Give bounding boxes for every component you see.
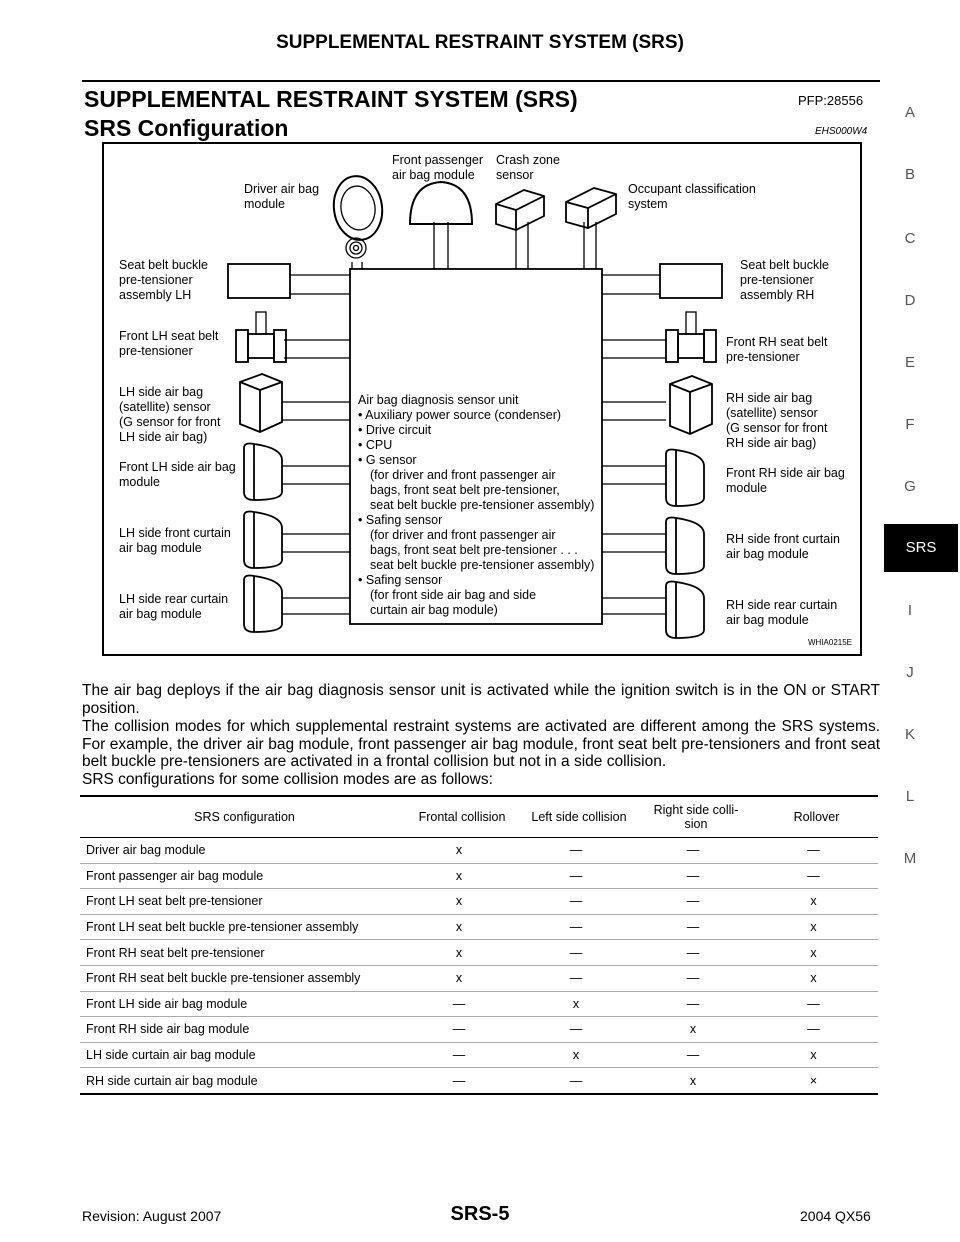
cell-mode-value: — xyxy=(515,965,637,991)
crash-zone-sensor-icon xyxy=(496,190,544,230)
unit-item-cpu: • CPU xyxy=(358,438,393,452)
cell-mode-value: — xyxy=(515,1017,637,1043)
label-buckle-rh: Seat belt buckle pre-tensioner assembly RH xyxy=(740,258,829,302)
index-tab-l[interactable]: L xyxy=(905,788,915,805)
cell-mode-value: — xyxy=(515,889,637,915)
unit-sub-g-sensor: (for driver and front passenger air bags, front seat belt pre-tensioner, seat belt buckle pre-tensioner assembly) xyxy=(370,468,595,512)
cell-mode-value: — xyxy=(515,863,637,889)
cell-mode-value: — xyxy=(515,940,637,966)
label-front-lh-pretensioner: Front LH seat belt pre-tensioner xyxy=(119,329,219,358)
cell-mode-value: x xyxy=(403,838,515,864)
index-tab-f[interactable]: F xyxy=(905,416,915,433)
section-code: PFP:28556 xyxy=(798,93,864,108)
cell-mode-value: — xyxy=(403,1042,515,1068)
cell-config-name: Front RH seat belt buckle pre-tensioner assembly xyxy=(80,965,403,991)
cell-config-name: Front RH seat belt pre-tensioner xyxy=(80,940,403,966)
section-title: SUPPLEMENTAL RESTRAINT SYSTEM (SRS) xyxy=(84,86,578,112)
cell-mode-value: — xyxy=(637,991,749,1017)
driver-airbag-icon xyxy=(330,173,386,243)
footer-model: 2004 QX56 xyxy=(800,1208,871,1224)
col-header-rollover: Rollover xyxy=(749,797,878,838)
cell-mode-value: x xyxy=(637,1017,749,1043)
footer-page-number: SRS-5 xyxy=(450,1203,510,1225)
col-header-frontal: Frontal collision xyxy=(403,797,515,838)
index-tab-e[interactable]: E xyxy=(904,354,915,371)
table-row xyxy=(80,991,878,1017)
cell-mode-value: — xyxy=(749,863,878,889)
page-header: SUPPLEMENTAL RESTRAINT SYSTEM (SRS) xyxy=(276,32,684,53)
clock-spring-icon xyxy=(346,238,366,258)
lh-side-sensor-icon xyxy=(240,374,282,432)
footer-revision: Revision: August 2007 xyxy=(82,1208,222,1224)
index-tab-m[interactable]: M xyxy=(903,850,917,867)
cell-mode-value: x xyxy=(749,1042,878,1068)
table-row xyxy=(80,863,878,889)
table-row xyxy=(80,1042,878,1068)
index-tab-srs[interactable]: SRS xyxy=(884,524,958,572)
front-rh-side-airbag-icon xyxy=(666,450,704,507)
label-lh-side-sensor: LH side air bag (satellite) sensor (G sensor for front LH side air bag) xyxy=(119,385,221,444)
paragraph-deploy: The air bag deploys if the air bag diagnosis sensor unit is activated while the ignition switch is in the ON or START position. xyxy=(82,682,880,717)
index-tab-g[interactable]: G xyxy=(904,478,916,495)
cell-mode-value: — xyxy=(515,914,637,940)
lh-rear-curtain-airbag-icon xyxy=(244,576,282,633)
occupant-classification-icon xyxy=(566,188,616,228)
table-row xyxy=(80,889,878,915)
table-row xyxy=(80,838,878,864)
passenger-airbag-icon xyxy=(410,182,472,224)
cell-mode-value: x xyxy=(515,1042,637,1068)
label-rh-front-curtain: RH side front curtain air bag module xyxy=(726,532,840,561)
unit-item-g-sensor: • G sensor xyxy=(358,453,417,467)
index-tab-c[interactable]: C xyxy=(904,230,916,247)
label-front-rh-side-airbag: Front RH side air bag module xyxy=(726,466,845,495)
cell-mode-value: — xyxy=(637,1042,749,1068)
index-tab-d[interactable]: D xyxy=(904,292,916,309)
cell-config-name: LH side curtain air bag module xyxy=(80,1042,403,1068)
unit-sub-safing-sensor-2: (for front side air bag and side curtain air bag module) xyxy=(370,588,537,617)
front-lh-pretensioner-icon xyxy=(236,312,286,362)
cell-mode-value: x xyxy=(749,914,878,940)
figure-code: WHIA0215E xyxy=(808,638,853,647)
label-crash-zone-sensor: Crash zone sensor xyxy=(496,153,560,182)
steering-wheel-inner xyxy=(338,184,378,232)
cell-mode-value: — xyxy=(515,1068,637,1094)
col-header-right-side: Right side colli- sion xyxy=(637,797,749,838)
unit-sub-safing-sensor-1: (for driver and front passenger air bags, front seat belt pre-tensioner . . . seat belt buckle pre-tensioner assembly) xyxy=(370,528,595,572)
col-header-config: SRS configuration xyxy=(80,797,403,838)
label-lh-front-curtain: LH side front curtain air bag module xyxy=(119,526,231,555)
cell-mode-value: — xyxy=(749,1017,878,1043)
cell-config-name: RH side curtain air bag module xyxy=(80,1068,403,1094)
index-tab-a[interactable]: A xyxy=(904,104,915,121)
label-occupant-classification: Occupant classification system xyxy=(628,182,756,211)
unit-item-power-source: • Auxiliary power source (condenser) xyxy=(358,408,562,422)
cell-mode-value: — xyxy=(637,965,749,991)
cell-mode-value: x xyxy=(637,1068,749,1094)
cell-mode-value: — xyxy=(403,991,515,1017)
table-header-row xyxy=(80,797,878,838)
lh-front-curtain-airbag-icon xyxy=(244,512,282,569)
buckle-pretensioner-lh-icon xyxy=(228,264,290,298)
cell-mode-value: — xyxy=(749,838,878,864)
label-front-rh-pretensioner: Front RH seat belt pre-tensioner xyxy=(726,335,828,364)
cell-mode-value: × xyxy=(749,1068,878,1094)
cell-mode-value: x xyxy=(403,914,515,940)
cell-config-name: Front passenger air bag module xyxy=(80,863,403,889)
index-tab-i[interactable]: I xyxy=(907,602,913,619)
label-front-lh-side-airbag: Front LH side air bag module xyxy=(119,460,236,489)
index-tab-k[interactable]: K xyxy=(904,726,915,743)
cell-mode-value: — xyxy=(749,991,878,1017)
cell-mode-value: x xyxy=(403,863,515,889)
cell-mode-value: x xyxy=(403,940,515,966)
header-rule xyxy=(82,80,880,82)
label-passenger-airbag: Front passenger air bag module xyxy=(392,153,484,182)
cell-config-name: Front LH side air bag module xyxy=(80,991,403,1017)
label-buckle-lh: Seat belt buckle pre-tensioner assembly LH xyxy=(119,258,208,302)
cell-mode-value: — xyxy=(403,1068,515,1094)
unit-item-drive-circuit: • Drive circuit xyxy=(358,423,432,437)
paragraph-config-intro: SRS configurations for some collision modes are as follows: xyxy=(82,771,493,788)
cell-mode-value: — xyxy=(515,838,637,864)
cell-mode-value: — xyxy=(403,1017,515,1043)
rh-side-sensor-icon xyxy=(670,376,712,434)
cell-mode-value: x xyxy=(749,889,878,915)
front-lh-side-airbag-icon xyxy=(244,444,282,501)
table-row xyxy=(80,1017,878,1043)
cell-mode-value: — xyxy=(637,838,749,864)
label-rh-side-sensor: RH side air bag (satellite) sensor (G sensor for front RH side air bag) xyxy=(726,391,828,450)
index-tab-b[interactable]: B xyxy=(904,166,915,183)
col-header-left-side: Left side collision xyxy=(515,797,637,838)
cell-mode-value: x xyxy=(749,940,878,966)
srs-config-table xyxy=(80,797,878,1095)
cell-config-name: Front LH seat belt buckle pre-tensioner assembly xyxy=(80,914,403,940)
cell-mode-value: — xyxy=(637,889,749,915)
unit-title: Air bag diagnosis sensor unit xyxy=(358,393,519,407)
cell-config-name: Front RH side air bag module xyxy=(80,1017,403,1043)
unit-item-safing-sensor-1: • Safing sensor xyxy=(358,513,443,527)
cell-config-name: Front LH seat belt pre-tensioner xyxy=(80,889,403,915)
cell-mode-value: x xyxy=(403,889,515,915)
table-row xyxy=(80,914,878,940)
cell-mode-value: — xyxy=(637,863,749,889)
unit-item-safing-sensor-2: • Safing sensor xyxy=(358,573,443,587)
paragraph-collision-modes: The collision modes for which supplemental restraint systems are activated are different among the SRS systems. For example, the driver air bag module, front passenger air bag module, front seat belt pre-tensioners and front seat belt buckle pre-tensioners are activated in a frontal collision but not in a side collision. xyxy=(82,718,880,770)
subsection-code: EHS000W4 xyxy=(815,126,868,137)
label-rh-rear-curtain: RH side rear curtain air bag module xyxy=(726,598,838,627)
subsection-title: SRS Configuration xyxy=(84,115,289,141)
cell-mode-value: — xyxy=(637,940,749,966)
rh-front-curtain-airbag-icon xyxy=(666,518,704,575)
cell-mode-value: x xyxy=(515,991,637,1017)
cell-mode-value: x xyxy=(749,965,878,991)
table-row xyxy=(80,940,878,966)
cell-mode-value: — xyxy=(637,914,749,940)
table-row xyxy=(80,1068,878,1094)
cell-config-name: Driver air bag module xyxy=(80,838,403,864)
front-rh-pretensioner-icon xyxy=(666,312,716,362)
label-lh-rear-curtain: LH side rear curtain air bag module xyxy=(119,592,229,621)
srs-diagram xyxy=(102,142,862,656)
rh-rear-curtain-airbag-icon xyxy=(666,582,704,639)
cell-mode-value: x xyxy=(403,965,515,991)
label-driver-airbag: Driver air bag module xyxy=(244,182,320,211)
table-row xyxy=(80,965,878,991)
index-tab-j[interactable]: J xyxy=(906,664,914,681)
buckle-pretensioner-rh-icon xyxy=(660,264,722,298)
